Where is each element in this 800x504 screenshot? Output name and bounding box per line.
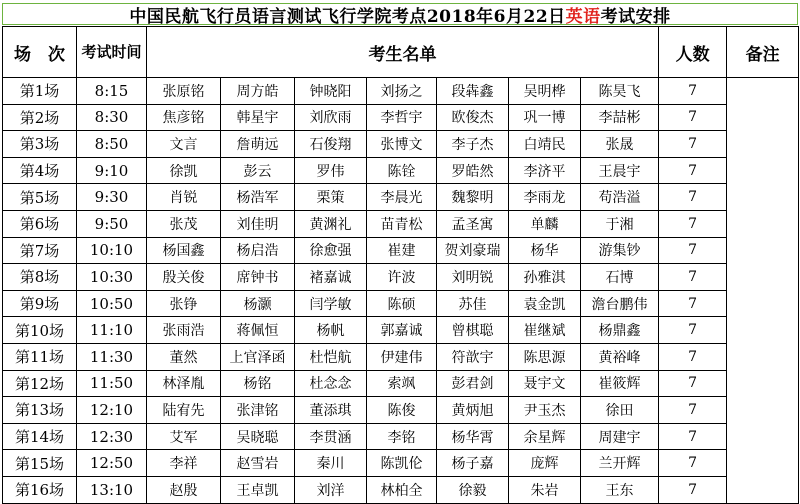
table-row [3, 317, 799, 344]
table-row [3, 370, 799, 397]
candidate-name-cell: 陈凯伦 [367, 450, 437, 477]
candidate-name-cell: 陈俊 [367, 397, 437, 424]
candidate-name-cell: 闫学敏 [295, 290, 367, 317]
candidate-name-cell: 余星辉 [509, 423, 581, 450]
title-highlight: 英语 [565, 6, 601, 27]
session-cell: 第7场 [3, 237, 77, 264]
session-cell: 第3场 [3, 131, 77, 158]
session-cell: 第11场 [3, 343, 77, 370]
candidate-name-cell: 游集钞 [581, 237, 659, 264]
time-cell: 9:50 [77, 210, 147, 237]
candidate-name-cell: 苗青松 [367, 210, 437, 237]
candidate-name-cell: 徐毅 [437, 476, 509, 503]
candidate-name-cell: 彭云 [221, 157, 295, 184]
time-cell: 8:50 [77, 131, 147, 158]
candidate-name-cell: 白靖民 [509, 131, 581, 158]
candidate-name-cell: 李铭 [367, 423, 437, 450]
candidate-name-cell: 刘扬之 [367, 78, 437, 105]
candidate-name-cell: 杨灏 [221, 290, 295, 317]
candidate-name-cell: 张雨浩 [147, 317, 221, 344]
candidate-name-cell: 李祥 [147, 450, 221, 477]
candidate-name-cell: 贺刘豪瑞 [437, 237, 509, 264]
candidate-name-cell: 徐愈强 [295, 237, 367, 264]
count-cell: 7 [659, 237, 727, 264]
schedule-table [2, 26, 799, 504]
time-cell: 10:30 [77, 264, 147, 291]
table-row [3, 397, 799, 424]
candidate-name-cell: 杨国鑫 [147, 237, 221, 264]
header-session: 场 次 [3, 27, 77, 78]
count-cell: 7 [659, 397, 727, 424]
candidate-name-cell: 杨鼎鑫 [581, 317, 659, 344]
candidate-name-cell: 刘洋 [295, 476, 367, 503]
candidate-name-cell: 王晨宇 [581, 157, 659, 184]
session-cell: 第10场 [3, 317, 77, 344]
candidate-name-cell: 单麟 [509, 210, 581, 237]
table-row [3, 343, 799, 370]
candidate-name-cell: 李济平 [509, 157, 581, 184]
candidate-name-cell: 澹台鹏伟 [581, 290, 659, 317]
candidate-name-cell: 于湘 [581, 210, 659, 237]
candidate-name-cell: 张原铭 [147, 78, 221, 105]
candidate-name-cell: 黄渊礼 [295, 210, 367, 237]
candidate-name-cell: 钟晓阳 [295, 78, 367, 105]
candidate-name-cell: 罗皓然 [437, 157, 509, 184]
header-count: 人数 [659, 27, 727, 78]
count-cell: 7 [659, 423, 727, 450]
candidate-name-cell: 苟浩溢 [581, 184, 659, 211]
candidate-name-cell: 林柏全 [367, 476, 437, 503]
time-cell: 11:10 [77, 317, 147, 344]
session-cell: 第14场 [3, 423, 77, 450]
count-cell: 7 [659, 131, 727, 158]
candidate-name-cell: 艾军 [147, 423, 221, 450]
candidate-name-cell: 周方皓 [221, 78, 295, 105]
count-cell: 7 [659, 370, 727, 397]
candidate-name-cell: 尹玉杰 [509, 397, 581, 424]
title-prefix: 中国民航飞行员语言测试飞行学院考点2018年6月22日 [129, 6, 566, 27]
candidate-name-cell: 韩星宇 [221, 104, 295, 131]
time-cell: 12:10 [77, 397, 147, 424]
table-row [3, 210, 799, 237]
count-cell: 7 [659, 317, 727, 344]
candidate-name-cell: 刘欣雨 [295, 104, 367, 131]
candidate-name-cell: 张茂 [147, 210, 221, 237]
candidate-name-cell: 伊建伟 [367, 343, 437, 370]
candidate-name-cell: 石博 [581, 264, 659, 291]
table-row [3, 290, 799, 317]
candidate-name-cell: 殷关俊 [147, 264, 221, 291]
session-cell: 第6场 [3, 210, 77, 237]
candidate-name-cell: 徐田 [581, 397, 659, 424]
header-notes: 备注 [727, 27, 799, 78]
candidate-name-cell: 刘佳明 [221, 210, 295, 237]
candidate-name-cell: 杨浩军 [221, 184, 295, 211]
session-cell: 第4场 [3, 157, 77, 184]
count-cell: 7 [659, 290, 727, 317]
candidate-name-cell: 赵雪岩 [221, 450, 295, 477]
count-cell: 7 [659, 343, 727, 370]
candidate-name-cell: 朱岩 [509, 476, 581, 503]
title-suffix: 考试安排 [600, 6, 671, 27]
candidate-name-cell: 崔筱辉 [581, 370, 659, 397]
time-cell: 9:10 [77, 157, 147, 184]
session-cell: 第2场 [3, 104, 77, 131]
candidate-name-cell: 董添琪 [295, 397, 367, 424]
candidate-name-cell: 李雨龙 [509, 184, 581, 211]
candidate-name-cell: 蒋佩恒 [221, 317, 295, 344]
candidate-name-cell: 王卓凯 [221, 476, 295, 503]
candidate-name-cell: 段犇鑫 [437, 78, 509, 105]
candidate-name-cell: 索飒 [367, 370, 437, 397]
candidate-name-cell: 栗策 [295, 184, 367, 211]
session-cell: 第16场 [3, 476, 77, 503]
candidate-name-cell: 张晟 [581, 131, 659, 158]
candidate-name-cell: 曾棋聪 [437, 317, 509, 344]
candidate-name-cell: 林泽胤 [147, 370, 221, 397]
candidate-name-cell: 袁金凯 [509, 290, 581, 317]
candidate-name-cell: 杨铭 [221, 370, 295, 397]
candidate-name-cell: 李哲宇 [367, 104, 437, 131]
table-row [3, 184, 799, 211]
candidate-name-cell: 周建宇 [581, 423, 659, 450]
candidate-name-cell: 文言 [147, 131, 221, 158]
candidate-name-cell: 兰开辉 [581, 450, 659, 477]
header-row [3, 27, 799, 78]
time-cell: 9:30 [77, 184, 147, 211]
candidate-name-cell: 巩一博 [509, 104, 581, 131]
table-row [3, 157, 799, 184]
candidate-name-cell: 庞辉 [509, 450, 581, 477]
candidate-name-cell: 詹萌远 [221, 131, 295, 158]
candidate-name-cell: 刘明锐 [437, 264, 509, 291]
table-row [3, 104, 799, 131]
time-cell: 13:10 [77, 476, 147, 503]
time-cell: 10:50 [77, 290, 147, 317]
candidate-name-cell: 秦川 [295, 450, 367, 477]
time-cell: 12:50 [77, 450, 147, 477]
candidate-name-cell: 符歆宇 [437, 343, 509, 370]
candidate-name-cell: 陈昊飞 [581, 78, 659, 105]
time-cell: 12:30 [77, 423, 147, 450]
candidate-name-cell: 崔继斌 [509, 317, 581, 344]
time-cell: 8:30 [77, 104, 147, 131]
candidate-name-cell: 董然 [147, 343, 221, 370]
candidate-name-cell: 李贯涵 [295, 423, 367, 450]
candidate-name-cell: 李晨光 [367, 184, 437, 211]
candidate-name-cell: 杜念念 [295, 370, 367, 397]
session-cell: 第12场 [3, 370, 77, 397]
candidate-name-cell: 李子杰 [437, 131, 509, 158]
candidate-name-cell: 黄炳旭 [437, 397, 509, 424]
time-cell: 11:30 [77, 343, 147, 370]
candidate-name-cell: 赵殷 [147, 476, 221, 503]
candidate-name-cell: 杨子嘉 [437, 450, 509, 477]
candidate-name-cell: 陆宥先 [147, 397, 221, 424]
count-cell: 7 [659, 210, 727, 237]
count-cell: 7 [659, 476, 727, 503]
count-cell: 7 [659, 264, 727, 291]
candidate-name-cell: 郭嘉诚 [367, 317, 437, 344]
session-cell: 第1场 [3, 78, 77, 105]
count-cell: 7 [659, 450, 727, 477]
time-cell: 10:10 [77, 237, 147, 264]
candidate-name-cell: 席钟书 [221, 264, 295, 291]
table-row [3, 78, 799, 105]
candidate-name-cell: 孙雅淇 [509, 264, 581, 291]
candidate-name-cell: 肖锐 [147, 184, 221, 211]
session-cell: 第13场 [3, 397, 77, 424]
candidate-name-cell: 苏佳 [437, 290, 509, 317]
candidate-name-cell: 褚嘉诚 [295, 264, 367, 291]
candidate-name-cell: 李喆彬 [581, 104, 659, 131]
notes-cell [727, 78, 799, 504]
candidate-name-cell: 杜恺航 [295, 343, 367, 370]
candidate-name-cell: 黄裕峰 [581, 343, 659, 370]
candidate-name-cell: 上官泽函 [221, 343, 295, 370]
candidate-name-cell: 徐凯 [147, 157, 221, 184]
candidate-name-cell: 焦彦铭 [147, 104, 221, 131]
table-row [3, 131, 799, 158]
session-cell: 第15场 [3, 450, 77, 477]
candidate-name-cell: 聂宇文 [509, 370, 581, 397]
candidate-name-cell: 崔建 [367, 237, 437, 264]
sheet-title [2, 3, 798, 25]
count-cell: 7 [659, 104, 727, 131]
candidate-name-cell: 石俊翔 [295, 131, 367, 158]
candidate-name-cell: 吴晓聪 [221, 423, 295, 450]
candidate-name-cell: 杨华 [509, 237, 581, 264]
time-cell: 11:50 [77, 370, 147, 397]
candidate-name-cell: 罗伟 [295, 157, 367, 184]
candidate-name-cell: 张博文 [367, 131, 437, 158]
table-row [3, 237, 799, 264]
candidate-name-cell: 孟圣寓 [437, 210, 509, 237]
candidate-name-cell: 杨帆 [295, 317, 367, 344]
candidate-name-cell: 张津铭 [221, 397, 295, 424]
session-cell: 第5场 [3, 184, 77, 211]
time-cell: 8:15 [77, 78, 147, 105]
candidate-name-cell: 张铮 [147, 290, 221, 317]
header-time: 考试时间 [77, 27, 147, 78]
table-row [3, 450, 799, 477]
table-row [3, 264, 799, 291]
candidate-name-cell: 陈硕 [367, 290, 437, 317]
count-cell: 7 [659, 78, 727, 105]
session-cell: 第8场 [3, 264, 77, 291]
header-names: 考生名单 [147, 27, 659, 78]
candidate-name-cell: 杨启浩 [221, 237, 295, 264]
candidate-name-cell: 吴明桦 [509, 78, 581, 105]
count-cell: 7 [659, 184, 727, 211]
candidate-name-cell: 欧俊杰 [437, 104, 509, 131]
candidate-name-cell: 陈铨 [367, 157, 437, 184]
candidate-name-cell: 魏黎明 [437, 184, 509, 211]
table-row [3, 423, 799, 450]
candidate-name-cell: 王东 [581, 476, 659, 503]
session-cell: 第9场 [3, 290, 77, 317]
candidate-name-cell: 陈思源 [509, 343, 581, 370]
candidate-name-cell: 许波 [367, 264, 437, 291]
candidate-name-cell: 杨华霄 [437, 423, 509, 450]
count-cell: 7 [659, 157, 727, 184]
candidate-name-cell: 彭君剑 [437, 370, 509, 397]
